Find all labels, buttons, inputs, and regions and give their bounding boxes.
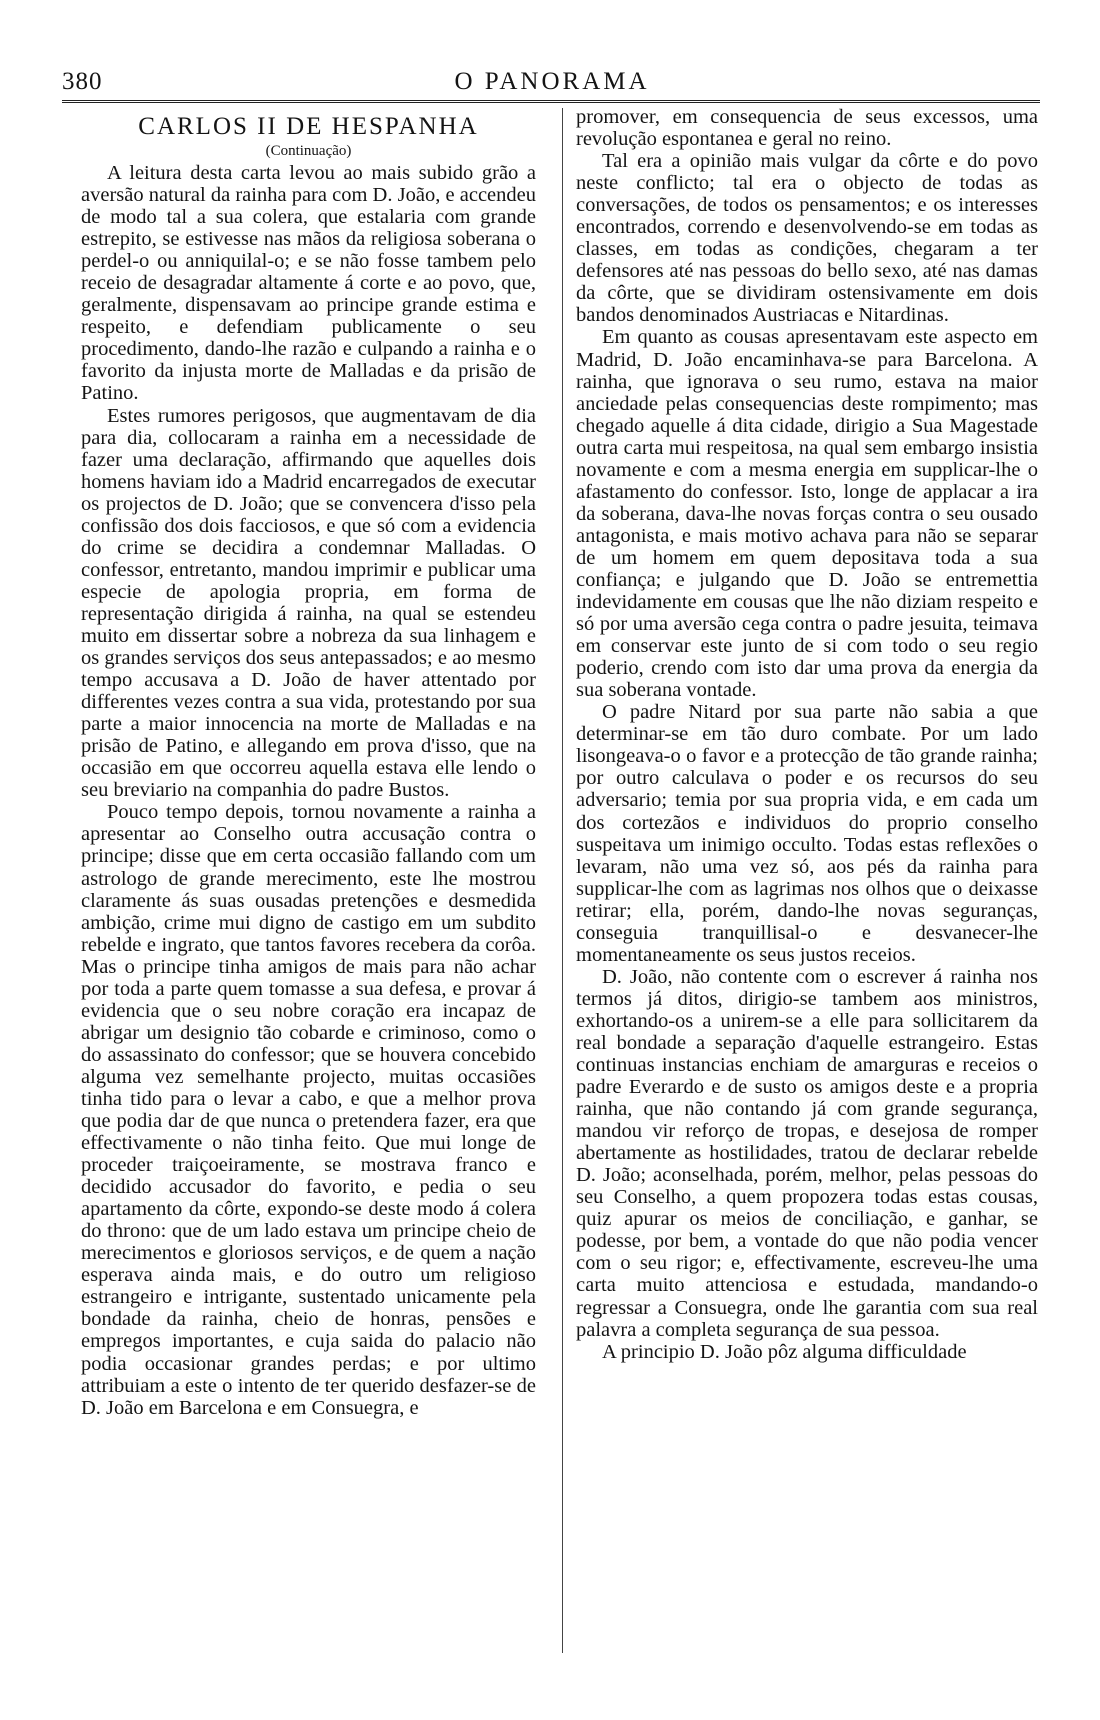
paragraph: O padre Nitard por sua parte não sabia a que determinar-se em tão duro combate. Por um lado lisongeava-o o favor e a protecção de tão grande rainha; por outro calculava o poder e os recursos do seu adversario; temia por sua propria vida, e em cada um dos cortezãos e individuos do proprio conselho suspeitava um inimigo occulto. Todas estas reflexões o levaram, não uma vez só, aos pés da rainha para supplicar-lhe com as lagrimas nos olhos que o deixasse retirar; ella, porém, dando-lhe novas seguranças, conseguia tranquillisal-o e desvanecer-lhe momentaneamente os seus justos receios. bbox=[576, 701, 1038, 966]
paragraph: Estes rumores perigosos, que augmentavam de dia para dia, collocaram a rainha em a necessidade de fazer uma declaração, affirmando que aquelles dois homens haviam ido a Madrid encarregados de executar os projectos de D. João; que se convencera d'isso pela confissão dos dois facciosos, e que só com a evidencia do crime se decidira a condemnar Malladas. O confessor, entretanto, mandou imprimir e publicar uma especie de apologia propria, em forma de representação dirigida á rainha, na qual se estendeu muito em dissertar sobre a nobreza da sua linhagem e os grandes serviços dos seus antepassados; e ao mesmo tempo accusava a D. João de haver attentado por differentes vezes contra a sua vida, protestando por sua parte a maior innocencia na morte de Malladas e na prisão de Patino, e allegando em prova d'isso, que na occasião em que occorreu aquella estava elle lendo o seu breviario na companhia do padre Bustos. bbox=[81, 404, 536, 802]
running-title: O PANORAMA bbox=[454, 68, 650, 95]
article-subtitle: (Continuação) bbox=[265, 143, 352, 159]
paragraph: promover, em consequencia de seus excessos, uma revolução espontanea e geral no reino. bbox=[576, 106, 1038, 151]
paragraph: Pouco tempo depois, tornou novamente a rainha a apresentar ao Conselho outra accusação contra o principe; disse que em certa occasião fallando com um astrologo de grande merecimento, este lhe mostrou claramente ás suas ousadas pretenções e desmedida ambição, crime mui digno de castigo em um subdito rebelde e ingrato, que tantos favores recebera da corôa. Mas o principe tinha amigos de mais para não achar por toda a parte quem tomasse a sua defesa, e provar á evidencia que o seu nobre coração era incapaz de abrigar um designio tão cobarde e criminoso, como o do assassinato do confessor; que se houvera concebido alguma vez semelhante projecto, muitas occasiões tinha tido para o levar a cabo, e que a melhor prova que podia dar de que nunca o pretendera fazer, era que effectivamente o não tinha feito. Que mui longe de proceder traiçoeiramente, se mostrava franco e decidido accusador do favorito, e pedia o seu apartamento da côrte, expondo-se deste modo á colera do throno: que de um lado estava um principe cheio de merecimentos e gloriosos serviços, e de quem a nação esperava ainda mais, e do outro um religioso estrangeiro e intrigante, sustentado unicamente pela bondade da rainha, cheio de honras, pensões e empregos importantes, e cuja saida do palacio não podia occasionar grandes perdas; e por ultimo attribuiam a este o intento de ter querido desfazer-se de D. João em Barcelona e em Consuegra, e bbox=[81, 801, 536, 1419]
paragraph: Em quanto as cousas apresentavam este aspecto em Madrid, D. João encaminhava-se para Barcelona. A rainha, que ignorava o seu rumo, estava na maior anciedade pelas consequencias deste rompimento; mas chegado aquelle á dita cidade, dirigio a Sua Magestade outra carta mui respeitosa, na qual sem embargo insistia novamente e com a mesma energia em supplicar-lhe o afastamento do confessor. Isto, longe de applacar a ira da soberana, dava-lhe novas forças contra o seu ousado antagonista, e mais motivo achava para não se separar de um homem em quem depositava toda a sua confiança; e julgando que D. João se entremettia indevidamente em cousas que lhe não diziam respeito e só por uma aversão cega contra o padre jesuita, teimava em conservar este junto de si com todo o seu regio poderio, crendo com isto dar uma prova da energia da sua soberana vontade. bbox=[576, 326, 1038, 702]
left-column bbox=[81, 106, 536, 1419]
paragraph: A leitura desta carta levou ao mais subido grão a aversão natural da rainha para com D. João, e accendeu de modo tal a sua colera, que estalaria com grande estrepito, se estivesse nas mãos da religiosa soberana o perdel-o ou anniquilal-o; e se não fosse tambem pelo receio de desagradar altamente á corte e ao povo, que, geralmente, dispensavam ao principe grande estima e respeito, e defendiam publicamente o seu procedimento, dando-lhe razão e culpando a rainha e o favorito da injusta morte de Malladas e da prisão de Patino. bbox=[81, 162, 536, 405]
right-column bbox=[576, 106, 1038, 1363]
page-number: 380 bbox=[62, 68, 103, 95]
paragraph: D. João, não contente com o escrever á rainha nos termos já ditos, dirigio-se tambem aos ministros, exhortando-os a unirem-se a elle para sollicitarem da real bondade a separação d'aquelle estrangeiro. Estas continuas instancias enchiam de amarguras e receios o padre Everardo e de susto os amigos deste e a propria rainha, que não contando já com grande segurança, mandou vir reforço de tropas, e desejosa de romper abertamente as hostilidades, tratou de declarar rebelde D. João; aconselhada, porém, melhor, pelas pessoas do seu Conselho, a quem propozera todas estas cousas, quiz apurar os meios de conciliação, e ganhar, se podesse, por bem, a vontade do que não podia vencer com o seu rigor; e, effectivamente, escreveu-lhe uma carta muito attenciosa e estudada, mandando-o regressar a Consuegra, onde lhe garantia com sua real palavra a completa segurança de sua pessoa. bbox=[576, 965, 1038, 1341]
header-rule bbox=[62, 100, 1040, 103]
column-divider bbox=[562, 108, 563, 1653]
paragraph: Tal era a opinião mais vulgar da côrte e do povo neste conflicto; tal era o objecto de todas as conversações, de todos os pensamentos; e os interesses encontrados, correndo e desenvolvendo-se em todas as classes, em todas as condições, chegaram a ter defensores até nas pessoas do bello sexo, até nas damas da côrte, que se dividiram ostensivamente em dois bandos denominados Austriacas e Nitardinas. bbox=[576, 150, 1038, 327]
page-header bbox=[62, 66, 1042, 100]
article-title: CARLOS II DE HESPANHA bbox=[138, 113, 479, 140]
paragraph: A principio D. João pôz alguma difficuldade bbox=[602, 1340, 967, 1363]
